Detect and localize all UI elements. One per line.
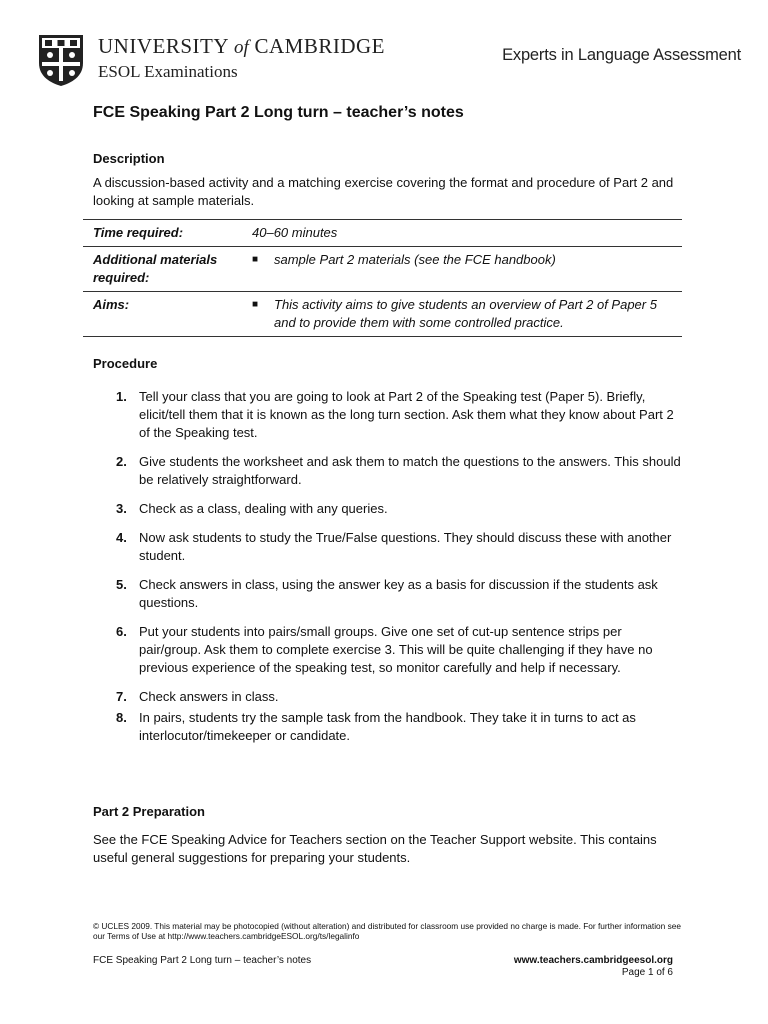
esol-subtitle: ESOL Examinations <box>98 62 238 81</box>
step-text: Give students the worksheet and ask them to match the questions to the answers. This should be relatively straightforward. <box>139 454 681 487</box>
cambridge-crest-logo <box>37 33 85 87</box>
step-number: 7. <box>116 689 127 704</box>
time-required-label: Time required: <box>93 225 184 240</box>
step-number: 8. <box>116 710 127 725</box>
page-number: Page 1 of 6 <box>621 967 673 978</box>
materials-value: sample Part 2 materials (see the FCE handbook) <box>274 252 556 267</box>
step-text: Now ask students to study the True/False questions. They should discuss these with another student. <box>139 530 672 563</box>
page-title: FCE Speaking Part 2 Long turn – teacher’s notes <box>93 104 464 121</box>
list-item <box>93 709 683 745</box>
step-text: Check answers in class. <box>139 689 279 704</box>
list-item <box>93 529 683 565</box>
footer-right <box>514 955 673 979</box>
step-number: 2. <box>116 454 127 469</box>
list-item <box>93 688 683 706</box>
list-item <box>93 500 683 518</box>
table-row <box>83 247 682 292</box>
table-row <box>83 220 682 247</box>
aims-cell <box>242 292 682 337</box>
tagline: Experts in Language Assessment <box>502 46 741 64</box>
step-number: 5. <box>116 577 127 592</box>
step-text: Put your students into pairs/small groups. Give one set of cut-up sentence strips per pair/group. Ask them to complete exercise 3. This will be quite challenging if they have no previous experience of the speaking test, so monitor carefully and help if necessary. <box>139 624 653 675</box>
bullet-icon: ■ <box>252 254 259 265</box>
materials-label: Additional materials required: <box>93 252 218 285</box>
time-required-value: 40–60 minutes <box>252 225 338 240</box>
step-number: 3. <box>116 501 127 516</box>
list-item <box>93 453 683 489</box>
preparation-text: See the FCE Speaking Advice for Teachers section on the Teacher Support website. This contains useful general suggestions for preparing your students. <box>93 832 657 865</box>
list-item <box>93 388 683 442</box>
preparation-heading: Part 2 Preparation <box>93 804 205 819</box>
step-text: In pairs, students try the sample task from the handbook. They take it in turns to act as interlocutor/timekeeper or candidate. <box>139 710 636 743</box>
materials-cell <box>242 247 682 292</box>
step-text: Check answers in class, using the answer key as a basis for discussion if the students ask questions. <box>139 577 658 610</box>
university-name: UNIVERSITY of CAMBRIDGE <box>98 34 386 58</box>
procedure-heading: Procedure <box>93 356 158 371</box>
aims-value: This activity aims to give students an overview of Part 2 of Paper 5 and to provide them with some controlled practice. <box>274 297 657 330</box>
bullet-icon: ■ <box>252 299 259 310</box>
step-number: 1. <box>116 389 127 404</box>
info-table <box>83 219 682 337</box>
aims-label: Aims: <box>93 297 130 312</box>
step-text: Check as a class, dealing with any queries. <box>139 501 388 516</box>
step-number: 6. <box>116 624 127 639</box>
step-number: 4. <box>116 530 127 545</box>
footer-doc-name: FCE Speaking Part 2 Long turn – teacher’s notes <box>93 955 312 966</box>
table-row <box>83 292 682 337</box>
list-item <box>93 576 683 612</box>
description-heading: Description <box>93 151 165 166</box>
footer-url[interactable]: www.teachers.cambridgeesol.org <box>513 955 673 966</box>
copyright-notice: © UCLES 2009. This material may be photocopied (without alteration) and distributed for classroom use provided no charge is made. For further information see our Terms of Use at http://www.teachers.cambridgeESOL.org/ts/legalinfo <box>93 921 681 941</box>
description-text: A discussion-based activity and a matching exercise covering the format and procedure of Part 2 and looking at sample materials. <box>93 175 674 208</box>
procedure-list <box>93 388 683 756</box>
step-text: Tell your class that you are going to look at Part 2 of the Speaking test (Paper 5). Briefly, elicit/tell them that it is known as the long turn section. Ask them what they know about Part 2 of the Speaking test. <box>139 389 674 440</box>
list-item <box>93 623 683 677</box>
